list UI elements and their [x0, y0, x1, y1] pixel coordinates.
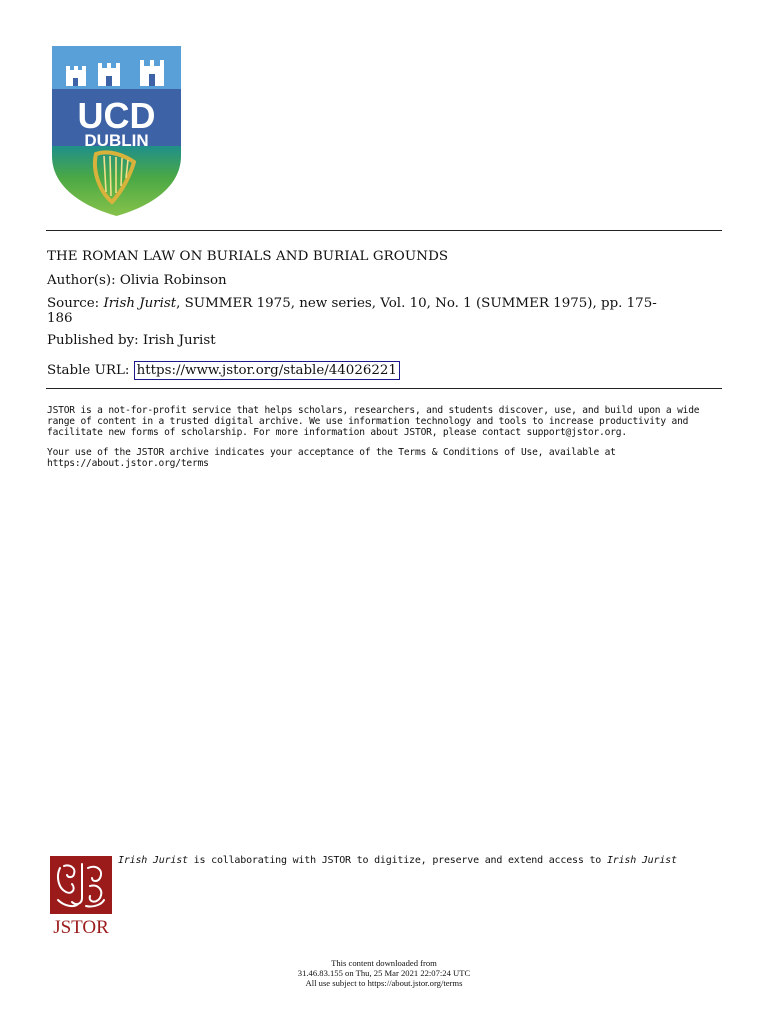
- article-publisher: Published by: Irish Jurist: [47, 333, 216, 348]
- stable-url-label: Stable URL:: [47, 363, 130, 378]
- footer-line: This content downloaded from: [331, 958, 437, 968]
- stable-url-link[interactable]: https://www.jstor.org/stable/44026221: [134, 361, 400, 380]
- middle-divider: [46, 388, 722, 389]
- article-title: THE ROMAN LAW ON BURIALS AND BURIAL GROUNDS: [47, 249, 449, 264]
- source-journal-name: Irish Jurist: [103, 296, 177, 311]
- download-footer: [0, 958, 768, 988]
- terms-notice-paragraph: [47, 447, 719, 469]
- article-source: [47, 296, 723, 326]
- notice-line: range of content in a trusted digital archive. We use information technology and tools to increase productivity and: [47, 416, 689, 427]
- collab-journal-name: Irish Jurist: [118, 855, 188, 866]
- source-label: Source:: [47, 296, 100, 311]
- collab-journal-name-end: Irish Jurist: [606, 855, 677, 866]
- jstor-notice-paragraph: [47, 405, 719, 438]
- ucd-dublin-logo: [52, 46, 181, 216]
- terms-link[interactable]: https://about.jstor.org/terms: [47, 458, 209, 469]
- stable-url-row: [47, 361, 723, 380]
- logo-ucd-text: UCD: [77, 95, 156, 136]
- jstor-logo: [48, 854, 114, 936]
- article-author: Author(s): Olivia Robinson: [47, 273, 227, 288]
- collab-text: is collaborating with JSTOR to digitize, preserve and extend access to: [187, 855, 607, 866]
- notice-line: Your use of the JSTOR archive indicates your acceptance of the Terms & Conditions of Use, available at: [47, 447, 616, 458]
- source-details: , SUMMER 1975, new series, Vol. 10, No. 1 (SUMMER 1975), pp. 175-: [176, 296, 657, 311]
- notice-line: facilitate new forms of scholarship. For more information about JSTOR, please contact support@jstor.org.: [47, 427, 627, 438]
- footer-line: 31.46.83.155 on Thu, 25 Mar 2021 22:07:24 UTC: [297, 968, 471, 978]
- footer-line: All use subject to https://about.jstor.org/terms: [305, 978, 463, 988]
- top-divider: [46, 230, 722, 231]
- jstor-wordmark: JSTOR: [53, 917, 109, 936]
- source-pages-continued: 186: [47, 311, 73, 326]
- collaboration-statement: [118, 855, 677, 867]
- logo-dublin-text: DUBLIN: [84, 131, 149, 150]
- notice-line: JSTOR is a not-for-profit service that helps scholars, researchers, and students discover, use, and build upon a wide: [47, 405, 700, 416]
